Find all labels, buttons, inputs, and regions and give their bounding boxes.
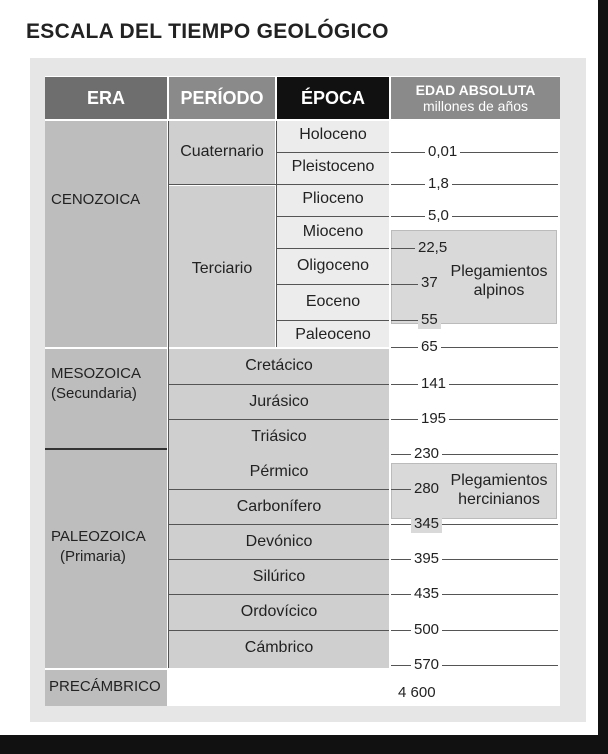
age-label: 435 — [411, 585, 442, 603]
periodo-label-carbonifero: Carbonífero — [236, 498, 322, 515]
periodo-label-silurico: Silúrico — [252, 568, 306, 585]
header-edad-line2: millones de años — [422, 98, 529, 114]
era-cell-cenozoica — [45, 121, 167, 347]
divider — [169, 489, 389, 490]
plegamientos-alpinos-label — [442, 262, 556, 300]
header-epoca-label: ÉPOCA — [300, 88, 365, 108]
epoca-label-holoceno: Holoceno — [299, 126, 367, 143]
plegamientos-alpinos-line1: Plegamientos — [450, 263, 548, 280]
plegamientos-hercinianos-line2: hercinianos — [458, 491, 540, 508]
age-label: 4 600 — [398, 684, 436, 701]
age-label: 570 — [411, 656, 442, 674]
header-epoca — [277, 77, 389, 119]
epoca-label-plioceno: Plioceno — [302, 190, 364, 207]
header-era — [45, 77, 167, 119]
era-label-paleozoica-alt: (Primaria) — [60, 548, 126, 565]
era-label-cenozoica: CENOZOICA — [51, 191, 141, 208]
age-label: 345 — [411, 515, 442, 533]
age-label: 22,5 — [415, 239, 450, 257]
age-label: 5,0 — [425, 207, 452, 225]
age-label: 500 — [411, 621, 442, 639]
epoca-label-oligoceno: Oligoceno — [296, 257, 370, 274]
age-label: 230 — [411, 445, 442, 463]
divider — [45, 668, 389, 670]
era-label-mesozoica-alt: (Secundaria) — [51, 385, 137, 402]
era-label-mesozoica: MESOZOICA — [51, 365, 142, 382]
epoca-label-eoceno: Eoceno — [305, 293, 361, 310]
era-label-paleozoica: PALEOZOICA — [51, 528, 146, 545]
periodo-label-cambrico: Cámbrico — [244, 639, 314, 656]
age-label: 65 — [418, 338, 441, 356]
epoca-label-paleoceno: Paleoceno — [295, 326, 371, 343]
divider — [169, 384, 389, 385]
periodo-label-jurasico: Jurásico — [249, 393, 309, 410]
periodo-label-terciario: Terciario — [191, 260, 253, 277]
page-title: ESCALA DEL TIEMPO GEOLÓGICO — [26, 20, 389, 43]
age-label: 141 — [418, 375, 449, 393]
age-label: 55 — [418, 311, 441, 329]
age-line — [391, 216, 558, 217]
periodo-label-devonico: Devónico — [245, 533, 313, 550]
plegamientos-hercinianos-label — [442, 471, 556, 509]
age-label: 1,8 — [425, 175, 452, 193]
header-periodo-label: PERÍODO — [180, 88, 264, 108]
plegamientos-alpinos-line2: alpinos — [473, 282, 525, 299]
age-line — [391, 384, 558, 385]
age-label: 280 — [411, 480, 442, 498]
divider — [45, 448, 167, 450]
header-era-label: ERA — [86, 88, 125, 108]
divider — [277, 184, 389, 185]
periodo-label-ordovicico: Ordovícico — [240, 603, 318, 620]
divider — [277, 216, 389, 217]
divider — [169, 630, 389, 631]
divider — [277, 320, 389, 321]
divider — [169, 559, 389, 560]
periodo-label-triasico: Triásico — [251, 428, 307, 445]
divider — [277, 284, 389, 285]
header-edad-line1: EDAD ABSOLUTA — [415, 82, 536, 98]
era-label-precambrico: PRECÁMBRICO — [49, 678, 161, 695]
header-periodo — [169, 77, 275, 119]
age-label: 37 — [418, 274, 441, 292]
divider — [169, 594, 389, 595]
age-label: 0,01 — [425, 143, 460, 161]
age-line — [391, 184, 558, 185]
divider — [169, 419, 389, 420]
epoca-label-mioceno: Mioceno — [302, 223, 364, 240]
age-line — [391, 419, 558, 420]
divider — [169, 524, 389, 525]
header-edad — [391, 77, 560, 119]
divider — [45, 347, 389, 349]
divider — [277, 152, 389, 153]
periodo-label-cretacico: Cretácico — [245, 357, 313, 374]
divider — [169, 184, 277, 185]
age-line — [391, 152, 558, 153]
age-label: 195 — [418, 410, 449, 428]
plegamientos-hercinianos-line1: Plegamientos — [450, 472, 548, 489]
age-line — [391, 347, 558, 348]
periodo-label-cuaternario: Cuaternario — [180, 143, 264, 160]
epoca-label-pleistoceno: Pleistoceno — [291, 158, 375, 175]
age-label: 395 — [411, 550, 442, 568]
divider — [277, 248, 389, 249]
periodo-label-permico: Pérmico — [249, 463, 309, 480]
